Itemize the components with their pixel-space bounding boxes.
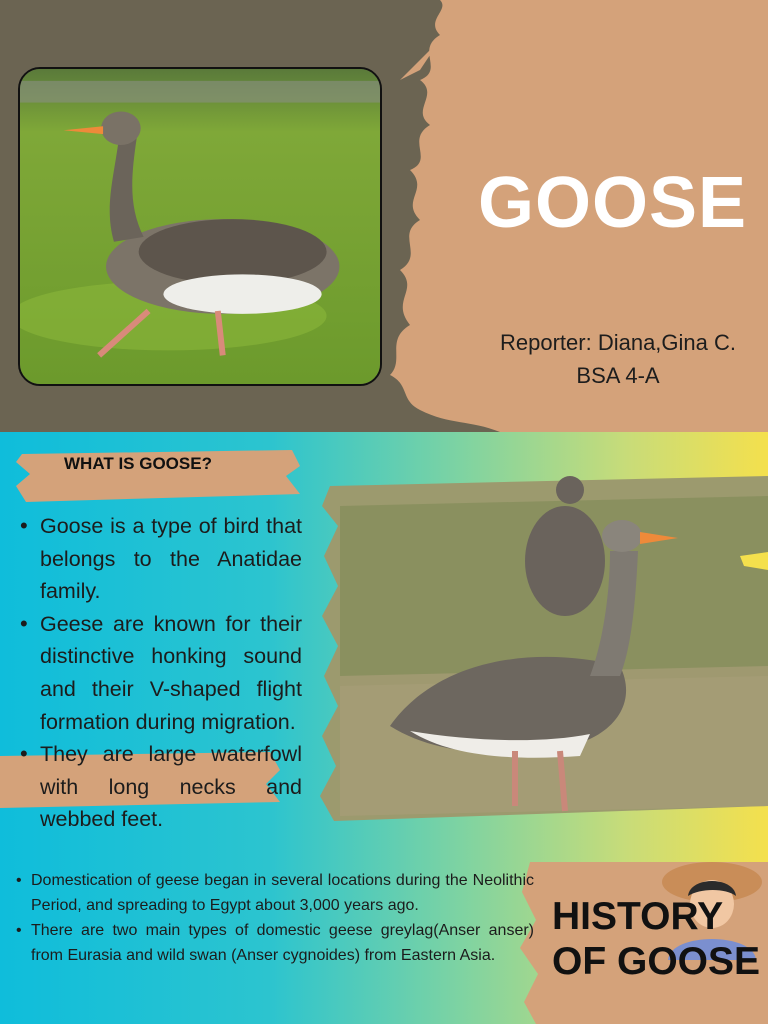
header-section: [0, 0, 768, 432]
yellow-brush-mark: [740, 552, 768, 570]
page-title: GOOSE: [478, 163, 748, 243]
content-section: [0, 432, 768, 1024]
what-is-heading: WHAT IS GOOSE?: [64, 454, 212, 473]
reporter-section: BSA 4-A: [576, 363, 660, 388]
history-heading-line1: HISTORY: [552, 895, 724, 938]
list-item: • They are large waterfowl with long necks and webbed feet.: [18, 738, 302, 836]
reporter-name: Reporter: Diana,Gina C.: [500, 330, 736, 355]
goose-photo-grass: [18, 67, 382, 386]
goose-photo-field: [320, 476, 768, 824]
list-item: • Domestication of geese began in several locations during the Neolithic Period, and spreading to Egypt about 3,000 years ago.: [14, 868, 534, 918]
what-is-bullet-list: [18, 510, 302, 836]
list-item: • There are two main types of domestic geese greylag(Anser anser) from Eurasia and wild swan (Anser cygnoides) from Eastern Asia.: [14, 918, 534, 968]
reporter-info: [470, 326, 766, 392]
list-item: • Geese are known for their distinctive honking sound and their V-shaped flight formation during migration.: [18, 608, 302, 738]
history-heading: [552, 894, 760, 984]
history-heading-line2: OF GOOSE: [552, 940, 761, 983]
list-item: • Goose is a type of bird that belongs to the Anatidae family.: [18, 510, 302, 608]
history-bullet-list: [14, 868, 534, 968]
